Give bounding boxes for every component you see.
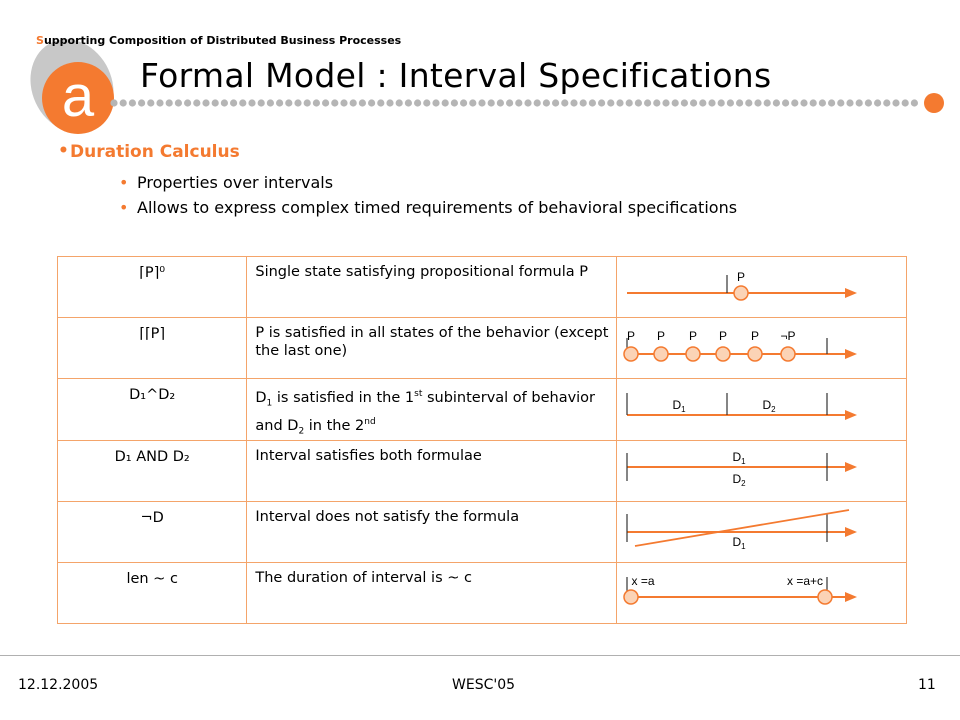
- subtitle-rest: upporting Composition of Distributed Business Processes: [43, 34, 402, 47]
- diagram-label: P: [750, 329, 759, 343]
- table-row: [58, 502, 907, 563]
- diagram-and: [617, 441, 906, 497]
- formula-cell: ¬D: [58, 502, 247, 563]
- diagram-label: $D_2$: [732, 472, 746, 489]
- footer-date: 12.12.2005: [18, 677, 99, 693]
- formula-cell: ⌈⌈P⌉: [58, 318, 247, 379]
- diagram-cell: [616, 379, 906, 441]
- diagram-label: $D_2$: [762, 398, 776, 414]
- table-row: [58, 379, 907, 441]
- description-cell: Single state satisfying propositional formula P: [247, 257, 617, 318]
- diagram-label: P: [718, 329, 727, 343]
- table-row: [58, 257, 907, 318]
- diagram-all-states: [617, 318, 906, 374]
- diagram-cell: [616, 318, 906, 379]
- bullet-allows: • Allows to express complex timed requirements of behavioral specifications: [137, 198, 737, 217]
- diagram-length: [617, 563, 906, 619]
- diagram-label: P: [626, 329, 635, 343]
- formula-cell: len ~ c: [58, 563, 247, 624]
- diagram-label: $D_1$: [732, 450, 746, 467]
- diagram-cell: [616, 441, 906, 502]
- formula-cell: D₁ AND D₂: [58, 441, 247, 502]
- formula-cell: ⌈P⌉⁰: [58, 257, 247, 318]
- description-cell: Interval does not satisfy the formula: [247, 502, 617, 563]
- subtitle-lead: S: [36, 34, 44, 47]
- diagram-label: P: [736, 270, 745, 284]
- diagram-label: x =a: [631, 574, 655, 589]
- bullet-duration-calculus: • Duration Calculus: [70, 142, 240, 162]
- dotted-divider: [108, 92, 948, 114]
- diagram-cell: [616, 563, 906, 624]
- page-title: Formal Model : Interval Specifications: [140, 56, 772, 95]
- diagram-cell: [616, 257, 906, 318]
- description-cell: Interval satisfies both formulae: [247, 441, 617, 502]
- formula-cell: D₁^D₂: [58, 379, 247, 441]
- header-subtitle: [36, 34, 401, 47]
- bullet-properties: • Properties over intervals: [137, 173, 333, 192]
- diagram-label: $D_1$: [672, 398, 686, 414]
- diagram-label: $D_1$: [732, 535, 746, 552]
- table-row: [58, 318, 907, 379]
- diagram-label: x =a+c: [786, 574, 823, 589]
- description-cell: The duration of interval is ~ c: [247, 563, 617, 624]
- svg-text:a: a: [61, 64, 95, 129]
- interval-spec-table: [57, 256, 907, 624]
- diagram-chop: [617, 379, 906, 435]
- footer-conference: WESC'05: [452, 677, 516, 693]
- footer-divider: [0, 655, 960, 656]
- diagram-label: P: [688, 329, 697, 343]
- description-cell: P is satisfied in all states of the behavior (except the last one): [247, 318, 617, 379]
- diagram-not: [617, 502, 906, 558]
- description-cell: $D_1$ is satisfied in the 1st subinterval of behavior and $D_2$ in the 2nd: [247, 379, 617, 441]
- diagram-label: P: [656, 329, 665, 343]
- page-number: 11: [918, 677, 936, 693]
- diagram-cell: [616, 502, 906, 563]
- table-row: [58, 563, 907, 624]
- diagram-label: ¬P: [780, 329, 796, 343]
- table-row: [58, 441, 907, 502]
- diagram-single-state: [617, 257, 906, 313]
